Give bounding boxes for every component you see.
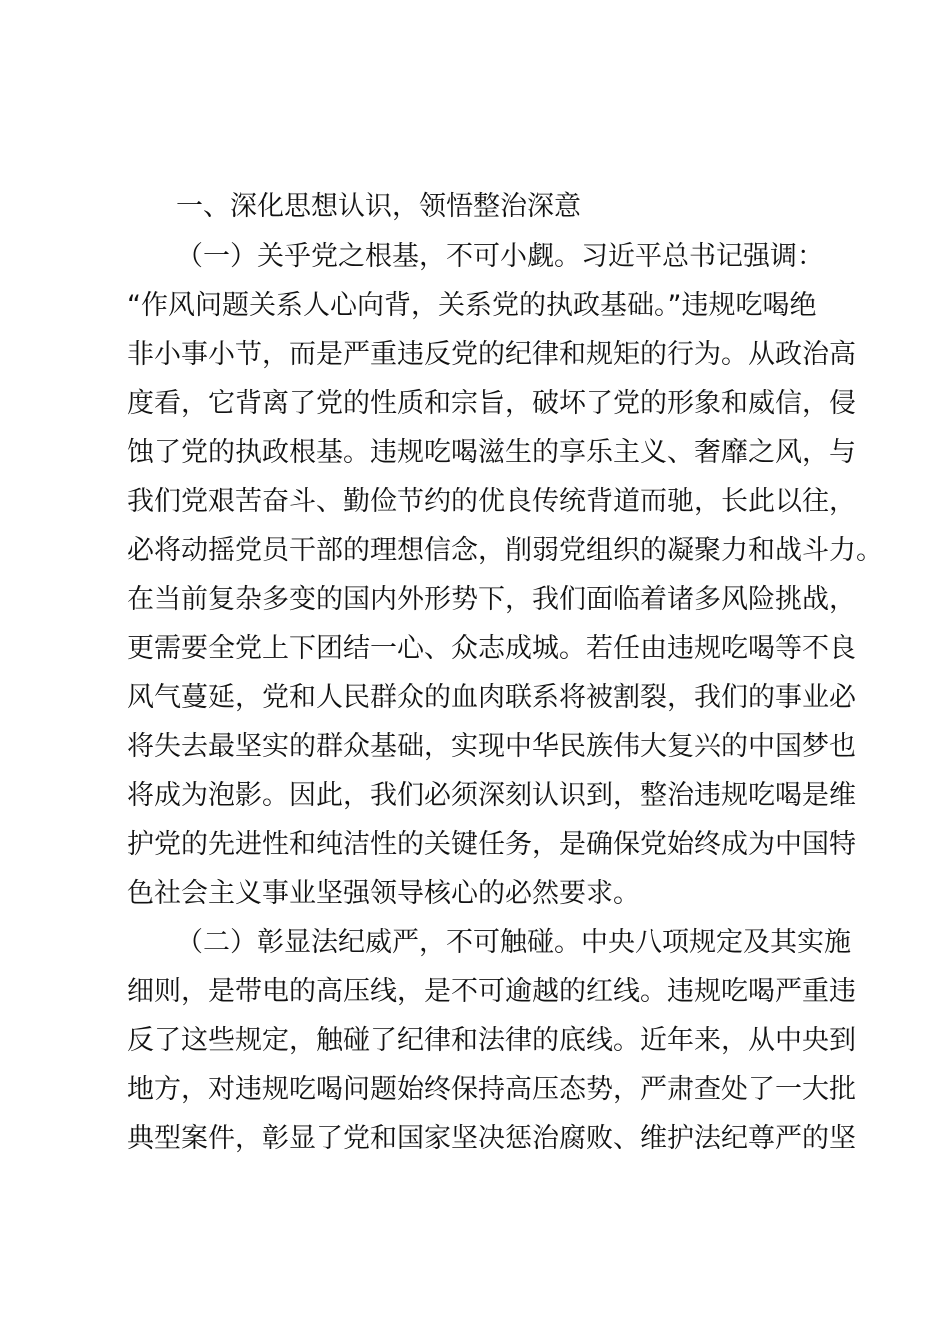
paragraph-1-line-11: 将失去最坚实的群众基础，实现中华民族伟大复兴的中国梦也 [127, 731, 856, 762]
paragraph-1-line-9: 更需要全党上下团结一心、众志成城。若任由违规吃喝等不良 [127, 633, 856, 664]
section-heading: 一、深化思想认识，领悟整治深意 [176, 191, 581, 222]
paragraph-1-line-14: 色社会主义事业坚强领导核心的必然要求。 [127, 878, 640, 909]
paragraph-2-line-2: 细则，是带电的高压线，是不可逾越的红线。违规吃喝严重违 [127, 976, 856, 1007]
paragraph-1-line-6: 我们党艰苦奋斗、勤俭节约的优良传统背道而驰，长此以往， [127, 486, 856, 517]
paragraph-2-line-3: 反了这些规定，触碰了纪律和法律的底线。近年来，从中央到 [127, 1025, 856, 1056]
paragraph-1-line-1: （一）关乎党之根基，不可小觑。习近平总书记强调： [176, 241, 824, 272]
paragraph-2-line-5: 典型案件，彰显了党和国家坚决惩治腐败、维护法纪尊严的坚 [127, 1123, 856, 1154]
paragraph-2-line-1: （二）彰显法纪威严，不可触碰。中央八项规定及其实施 [176, 927, 851, 958]
paragraph-1-line-12: 将成为泡影。因此，我们必须深刻认识到，整治违规吃喝是维 [127, 780, 856, 811]
paragraph-1-line-10: 风气蔓延，党和人民群众的血肉联系将被割裂，我们的事业必 [127, 682, 856, 713]
paragraph-1-line-2: “作风问题关系人心向背，关系党的执政基础。”违规吃喝绝 [127, 290, 817, 321]
paragraph-1-line-7: 必将动摇党员干部的理想信念，削弱党组织的凝聚力和战斗力。 [127, 535, 883, 566]
paragraph-1-line-4: 度看，它背离了党的性质和宗旨，破坏了党的形象和威信，侵 [127, 388, 856, 419]
paragraph-2-line-4: 地方，对违规吃喝问题始终保持高压态势，严肃查处了一大批 [127, 1074, 856, 1105]
paragraph-1-line-8: 在当前复杂多变的国内外形势下，我们面临着诸多风险挑战， [127, 584, 856, 615]
paragraph-1-line-13: 护党的先进性和纯洁性的关键任务，是确保党始终成为中国特 [127, 829, 856, 860]
paragraph-1-line-5: 蚀了党的执政根基。违规吃喝滋生的享乐主义、奢靡之风，与 [127, 437, 856, 468]
paragraph-1-line-3: 非小事小节，而是严重违反党的纪律和规矩的行为。从政治高 [127, 339, 856, 370]
